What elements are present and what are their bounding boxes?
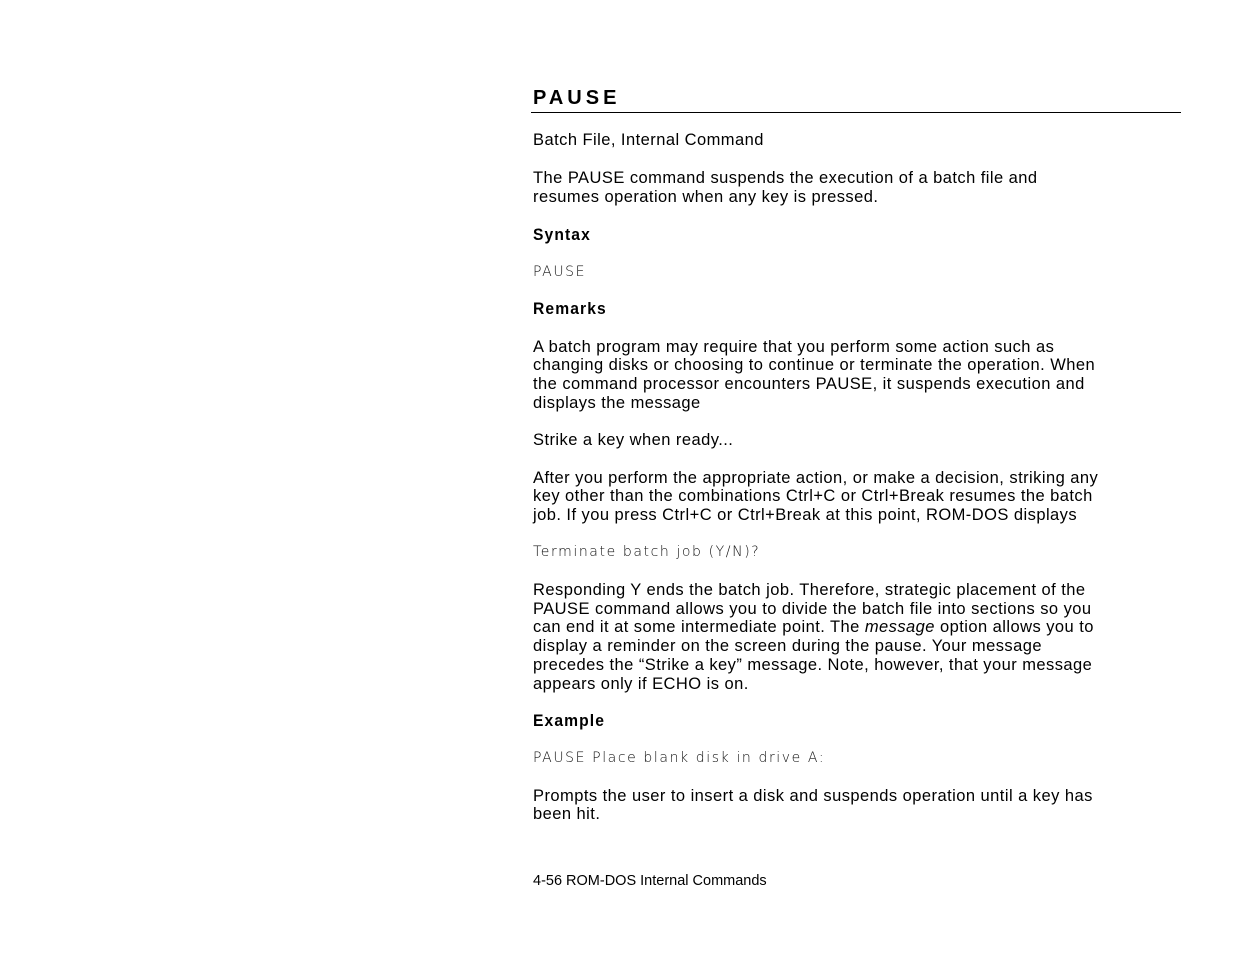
example-code: PAUSE Place blank disk in drive A: [533,750,826,766]
remarks-heading: Remarks [533,299,607,318]
example-heading: Example [533,711,606,730]
remarks-line: After you perform the appropriate action, or make a decision, striking any [533,469,1099,487]
intro-line: resumes operation when any key is pressed. [533,188,879,206]
remarks-line: appears only if ECHO is on. [533,675,749,693]
page-footer: 4-56 ROM-DOS Internal Commands [533,873,767,889]
remarks-line [533,618,1183,637]
remarks-line: the command processor encounters PAUSE, it suspends execution and [533,375,1085,393]
title-divider [531,112,1181,113]
example-line: Prompts the user to insert a disk and suspends operation until a key has [533,787,1093,805]
remarks-line: key other than the combinations Ctrl+C or Ctrl+Break resumes the batch [533,487,1093,505]
syntax-code: PAUSE [533,264,587,280]
pause-message: Strike a key when ready... [533,431,734,449]
remarks-line: Responding Y ends the batch job. Therefore, strategic placement of the [533,581,1086,599]
remarks-line: precedes the “Strike a key” message. Note, however, that your message [533,656,1093,674]
message-option-term: message [864,618,935,636]
document-page [533,0,1183,954]
remarks-line: job. If you press Ctrl+C or Ctrl+Break at this point, ROM-DOS displays [533,506,1078,524]
remarks-line: display a reminder on the screen during the pause. Your message [533,637,1042,655]
command-category: Batch File, Internal Command [533,131,764,149]
example-line: been hit. [533,805,601,823]
remarks-line: changing disks or choosing to continue or terminate the operation. When [533,356,1096,374]
remarks-line: A batch program may require that you perform some action such as [533,338,1055,356]
remarks-line: displays the message [533,394,701,412]
syntax-heading: Syntax [533,225,591,244]
remarks-text: option allows you to [934,618,1094,636]
terminate-prompt: Terminate batch job (Y/N)? [533,544,761,560]
remarks-text: can end it at some intermediate point. The [533,618,865,636]
page-title: PAUSE [533,87,621,109]
intro-line: The PAUSE command suspends the execution of a batch file and [533,169,1038,187]
remarks-line: PAUSE command allows you to divide the batch file into sections so you [533,600,1092,618]
